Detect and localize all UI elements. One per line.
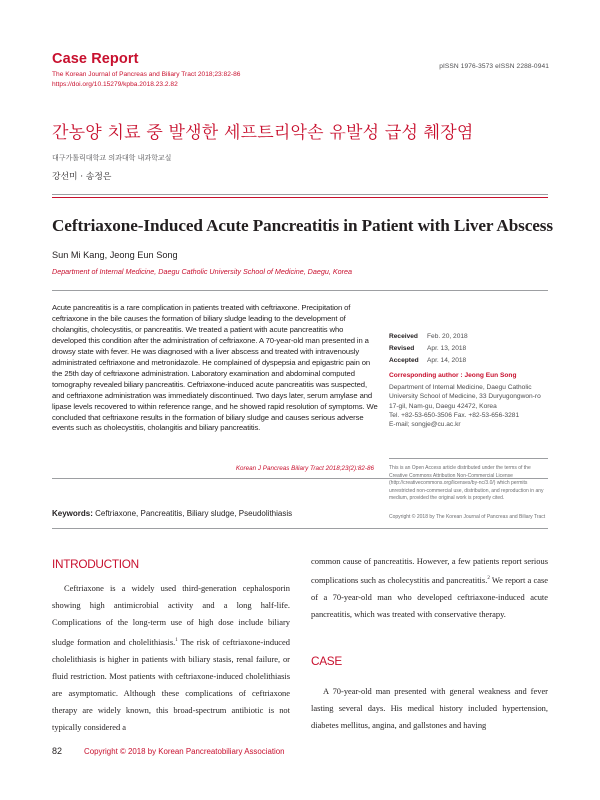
keywords bbox=[52, 509, 292, 518]
introduction-heading: INTRODUCTION bbox=[52, 557, 139, 571]
korean-authors: 강선미 · 송정은 bbox=[52, 172, 112, 182]
open-access-notice: This is an Open Access article distributed under the terms of the Creative Commons Attribution Non-Commercial License (http://creativecommons.org/licenses/by-nc/3.0/) which permits unrestricted non-commercial use, distribution, and reproduction in any medium, provided the original work is properly cited. bbox=[389, 465, 544, 501]
received-date: Feb. 20, 2018 bbox=[427, 333, 468, 340]
divider bbox=[389, 458, 548, 459]
introduction-text bbox=[52, 580, 290, 737]
doi-link[interactable]: https://doi.org/10.15279/kpba.2018.23.2.82 bbox=[52, 81, 178, 88]
accepted-date: Apr. 14, 2018 bbox=[427, 356, 467, 364]
corr-phone: Tel. +82-53-650-3506 Fax. +82-53-656-3281 bbox=[389, 412, 520, 420]
intro-text: Ceftriaxone is a widely used third-generation cephalosporin showing high antimicrobial activity and a long half-life. Complications of the long-term use of high dose include biliary sludge formation and cholelithiasis. bbox=[52, 583, 290, 647]
journal-copyright: Copyright © 2018 by The Korean Journal of Pancreas and Biliary Tract bbox=[389, 514, 546, 520]
corr-line: Department of Internal Medicine, Daegu Catholic bbox=[389, 384, 532, 391]
footer-copyright: Copyright © 2018 by Korean Pancreatobiliary Association bbox=[84, 747, 285, 756]
page-number: 82 bbox=[52, 746, 63, 756]
reference-marker[interactable]: 1 bbox=[175, 637, 178, 643]
english-affiliation: Department of Internal Medicine, Daegu Catholic University School of Medicine, Daegu, Korea bbox=[52, 267, 353, 276]
english-authors: Sun Mi Kang, Jeong Eun Song bbox=[52, 250, 178, 260]
english-title: Ceftriaxone-Induced Acute Pancreatitis in Patient with Liver Abscess bbox=[52, 216, 553, 235]
keywords-list: Ceftriaxone, Pancreatitis, Biliary sludge, Pseudolithiasis bbox=[92, 509, 293, 518]
case-heading: CASE bbox=[311, 654, 342, 668]
abstract-citation: Korean J Pancreas Biliary Tract 2018;23(2):82-86 bbox=[235, 465, 374, 472]
corr-email[interactable]: E-mail; songje@cu.ac.kr bbox=[389, 421, 461, 429]
corresponding-author-title: Corresponding author : Jeong Eun Song bbox=[389, 372, 517, 379]
article-dates bbox=[389, 331, 468, 366]
issn: pISSN 1976-3573 eISSN 2288-0941 bbox=[439, 63, 549, 70]
divider bbox=[52, 194, 548, 195]
right-column-text bbox=[311, 553, 548, 624]
accepted-label: Accepted bbox=[389, 356, 419, 364]
intro-text-continued: The risk of ceftriaxone-induced cholelithiasis is higher in patients with biliary stasis, renal failure, or fluid restriction. Most patients with ceftriaxone-induced cholelithiasis are asymptomatic. Although these complications of ceftriaxone therapy are widely known, this broad-spectrum antibiotic is not typically considered a bbox=[52, 636, 290, 733]
divider bbox=[52, 528, 548, 529]
journal-citation: The Korean Journal of Pancreas and Biliary Tract 2018;23:82-86 bbox=[52, 71, 241, 78]
received-label: Received bbox=[389, 333, 418, 340]
divider bbox=[52, 290, 548, 291]
section-type: Case Report bbox=[52, 51, 139, 67]
reference-marker[interactable]: 2 bbox=[487, 576, 490, 582]
case-text bbox=[311, 683, 548, 735]
korean-affiliation: 대구가톨릭대학교 의과대학 내과학교실 bbox=[52, 154, 172, 162]
corr-line: University School of Medicine, 33 Duryugongwon-ro bbox=[389, 393, 541, 401]
case-paragraph: A 70-year-old man presented with general weakness and fever lasting several days. His medical history included hypertension, diabetes mellitus, angina, and gallstones and having bbox=[311, 686, 548, 731]
revised-date: Apr. 13, 2018 bbox=[427, 344, 467, 352]
korean-title: 간농양 치료 중 발생한 세프트리악손 유발성 급성 췌장염 bbox=[52, 123, 474, 143]
corr-line: 17-gil, Nam-gu, Daegu 42472, Korea bbox=[389, 402, 497, 410]
revised-label: Revised bbox=[389, 344, 415, 352]
keywords-label: Keywords: bbox=[52, 509, 93, 518]
right-text: common cause of pancreatitis. However, a few patients report serious complications such as cholecystitis and pancreatitis. bbox=[311, 556, 548, 586]
right-text-2: We report a case of a 70-year-old man who developed ceftriaxone-induced acute pancreatitis, which was treated with conservative therapy. bbox=[311, 575, 548, 620]
divider-accent bbox=[52, 197, 548, 198]
corresponding-author-details bbox=[389, 383, 554, 430]
abstract-text: Acute pancreatitis is a rare complication in patients treated with ceftriaxone. Precipitation of ceftriaxone in the bile causes the formation of biliary sludge leading to the development of cholangitis, cholecystitis, or pancreatitis. We treated a patient with acute pancreatitis who developed this condition after the administration of ceftriaxone. A 70-year-old man presented in a drowsy state with fever. He was diagnosed with a liver abscess and treated with intravenously administrated ceftriaxone and metronidazole. He complained of dyspepsia and epigastric pain on the 25th day of ceftriaxone administration. Laboratory examination and abdominal computed tomography revealed biliary pancreatitis. Ceftriaxone-induced acute pancreatitis was suspected, and ceftriaxone administration was immediately discontinued. Two days later, serum amylase and lipase levels recovered to within reference range, and he showed rapid resolution of symptoms. We concluded that ceftriaxone results in the formation of biliary sludge and causes serious adverse events such as cholecystitis, cholangitis and biliary pancreatitis. bbox=[52, 303, 378, 433]
